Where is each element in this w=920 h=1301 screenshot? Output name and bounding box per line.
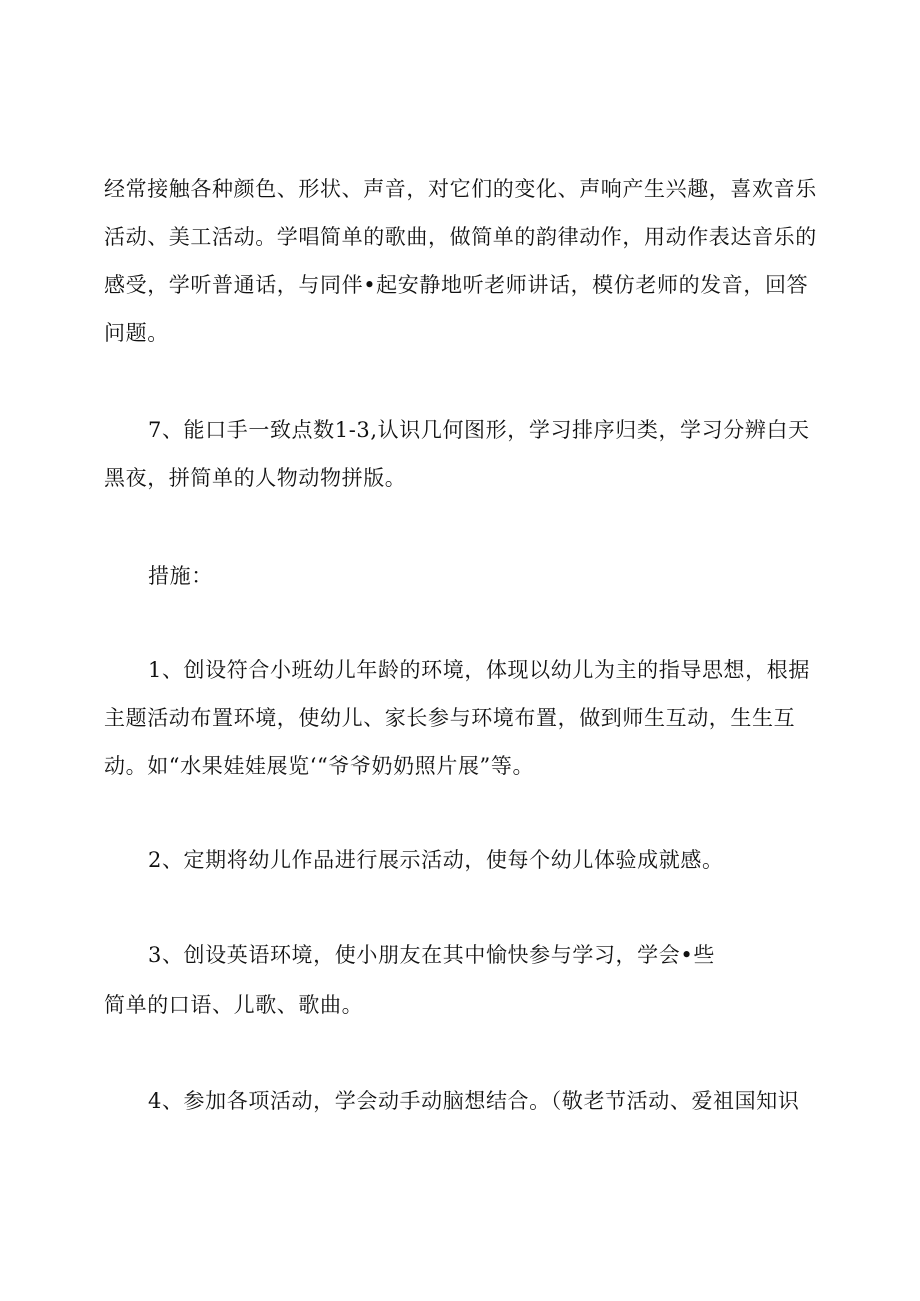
text-line: 4、参加各项活动，学会动手动脑想结合。（敬老节活动、爱祖国知识: [148, 1089, 800, 1113]
text-line: 感受，学听普通话，与同伴•起安静地听老师讲话，模仿老师的发音，回答: [104, 273, 809, 297]
text-line: 活动、美工活动。学唱简单的歌曲，做简单的韵律动作，用动作表达音乐的: [104, 225, 817, 249]
text-line: 主题活动布置环境，使幼儿、家长参与环境布置，做到师生互动，生生互: [104, 706, 796, 730]
text-line: 动。如“水果娃娃展览‘“爷爷奶奶照片展”等。: [104, 754, 535, 778]
text-line: 问题。: [104, 321, 169, 345]
text-line: 经常接触各种颜色、形状、声音，对它们的变化、声响产生兴趣，喜欢音乐: [104, 177, 817, 201]
text-line: 简单的口语、儿歌、歌曲。: [104, 993, 364, 1017]
text-line: 3、创设英语环境，使小朋友在其中愉快参与学习，学会•些: [148, 943, 715, 967]
text-line: 黑夜，拼简单的人物动物拼版。: [104, 466, 407, 490]
text-line: 2、定期将幼儿作品进行展示活动，使每个幼儿体验成就感。: [148, 848, 724, 872]
section-heading: 措施：: [148, 564, 213, 588]
text-line: 1、创设符合小班幼儿年龄的环境，体现以幼儿为主的指导思想，根据: [148, 658, 810, 682]
text-line: 7、能口手一致点数1-3,认识几何图形，学习排序归类，学习分辨白天: [148, 418, 810, 442]
